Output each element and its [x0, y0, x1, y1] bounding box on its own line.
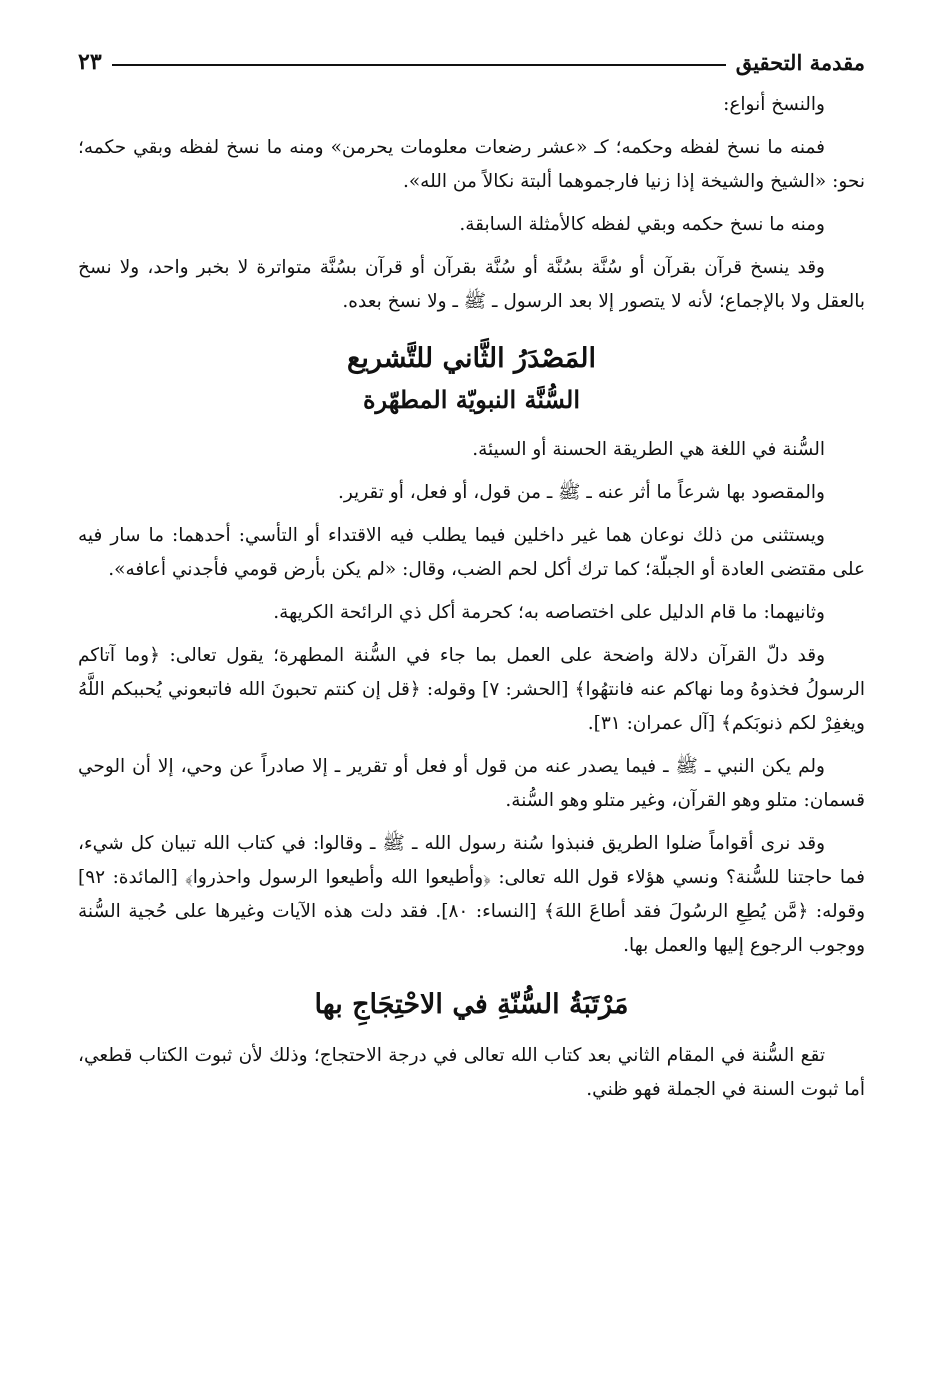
paragraph: والنسخ أنواع:: [723, 94, 825, 115]
section-heading: مَرْتَبَةُ السُّنّةِ في الاحْتِجَاجِ بها: [314, 989, 629, 1020]
paragraph: وقد نرى أقواماً ضلوا الطريق فنبذوا سُنة رسول الله ـ ﷺ ـ وقالوا: في كتاب الله تبيان كل شيء، فما حاجتنا للسُّنة؟ ونسي هؤلاء قول الله تعالى: ﴿وأطيعوا الله وأطيعوا الرسول واحذروا﴾ [المائدة: ٩٢] وقوله: ﴿مَّن يُطِعِ الرسُولَ فقد أطاعَ اللهَ﴾ [النساء: ٨٠]. فقد دلت هذه الآيات وغيرها على حُجية السُّنة ووجوب الرجوع إليها والعمل بها.: [78, 833, 866, 956]
paragraph: السُّنة في اللغة هي الطريقة الحسنة أو السيئة.: [472, 439, 825, 460]
paragraph: ولم يكن النبي ـ ﷺ ـ فيما يصدر عنه من قول أو فعل أو تقرير ـ إلا صادراً عن وحي، إلا أن الوحي قسمان: متلو وهو القرآن، وغير متلو وهو السُّنة.: [78, 756, 865, 811]
paragraph: وقد ينسخ قرآن بقرآن أو سُنَّة بسُنَّة أو سُنَّة بقرآن أو قرآن بسُنَّة متواترة لا بخبر واحد، ولا نسخ بالعقل ولا بالإجماع؛ لأنه لا يتصور إلا بعد الرسول ـ ﷺ ـ ولا نسخ بعده.: [78, 257, 865, 312]
paragraph: ومنه ما نسخ حكمه وبقي لفظه كالأمثلة السابقة.: [459, 214, 825, 235]
header-rule: [112, 64, 726, 66]
page-header: [78, 42, 865, 82]
paragraph: تقع السُّنة في المقام الثاني بعد كتاب الله تعالى في درجة الاحتجاج؛ وذلك لأن ثبوت الكتاب قطعي، أما ثبوت السنة في الجملة فهو ظني.: [78, 1045, 865, 1100]
paragraph: وقد دلّ القرآن دلالة واضحة على العمل بما جاء في السُّنة المطهرة؛ يقول تعالى: ﴿وما آتاكم الرسولُ فخذوهُ وما نهاكم عنه فانتهُوا﴾ [الحشر: ٧] وقوله: ﴿قل إن كنتم تحبونَ الله فاتبعوني يُحببكم اللَّهُ ويغفِرْ لكم ذنوبَكم﴾ [آل عمران: ٣١].: [78, 645, 865, 734]
page-number: ٢٣: [78, 49, 102, 75]
section-heading: المَصْدَرُ الثَّاني للتَّشريع: [346, 343, 597, 374]
paragraph: ويستثنى من ذلك نوعان هما غير داخلين فيما يطلب فيه الاقتداء أو التأسي: أحدهما: ما سار فيه على مقتضى العادة أو الجبلّة؛ كما ترك أكل لحم الضب، وقال: «لم يكن بأرض قومي فأجدني أعافه».: [78, 525, 865, 580]
paragraph: فمنه ما نسخ لفظه وحكمه؛ كـ «عشر رضعات معلومات يحرمن» ومنه ما نسخ لفظه وبقي حكمه؛ نحو: «الشيخ والشيخة إذا زنيا فارجموهما ألبتة نكالاً من الله».: [78, 137, 865, 192]
page-body: [78, 88, 865, 1116]
paragraph: وثانيهما: ما قام الدليل على اختصاصه به؛ كحرمة أكل ذي الرائحة الكريهة.: [273, 602, 825, 623]
running-title: مقدمة التحقيق: [735, 49, 865, 75]
section-subheading: السُّنَّة النبويّة المطهّرة: [362, 385, 581, 414]
paragraph: والمقصود بها شرعاً ما أثر عنه ـ ﷺ ـ من قول، أو فعل، أو تقرير.: [337, 482, 825, 503]
